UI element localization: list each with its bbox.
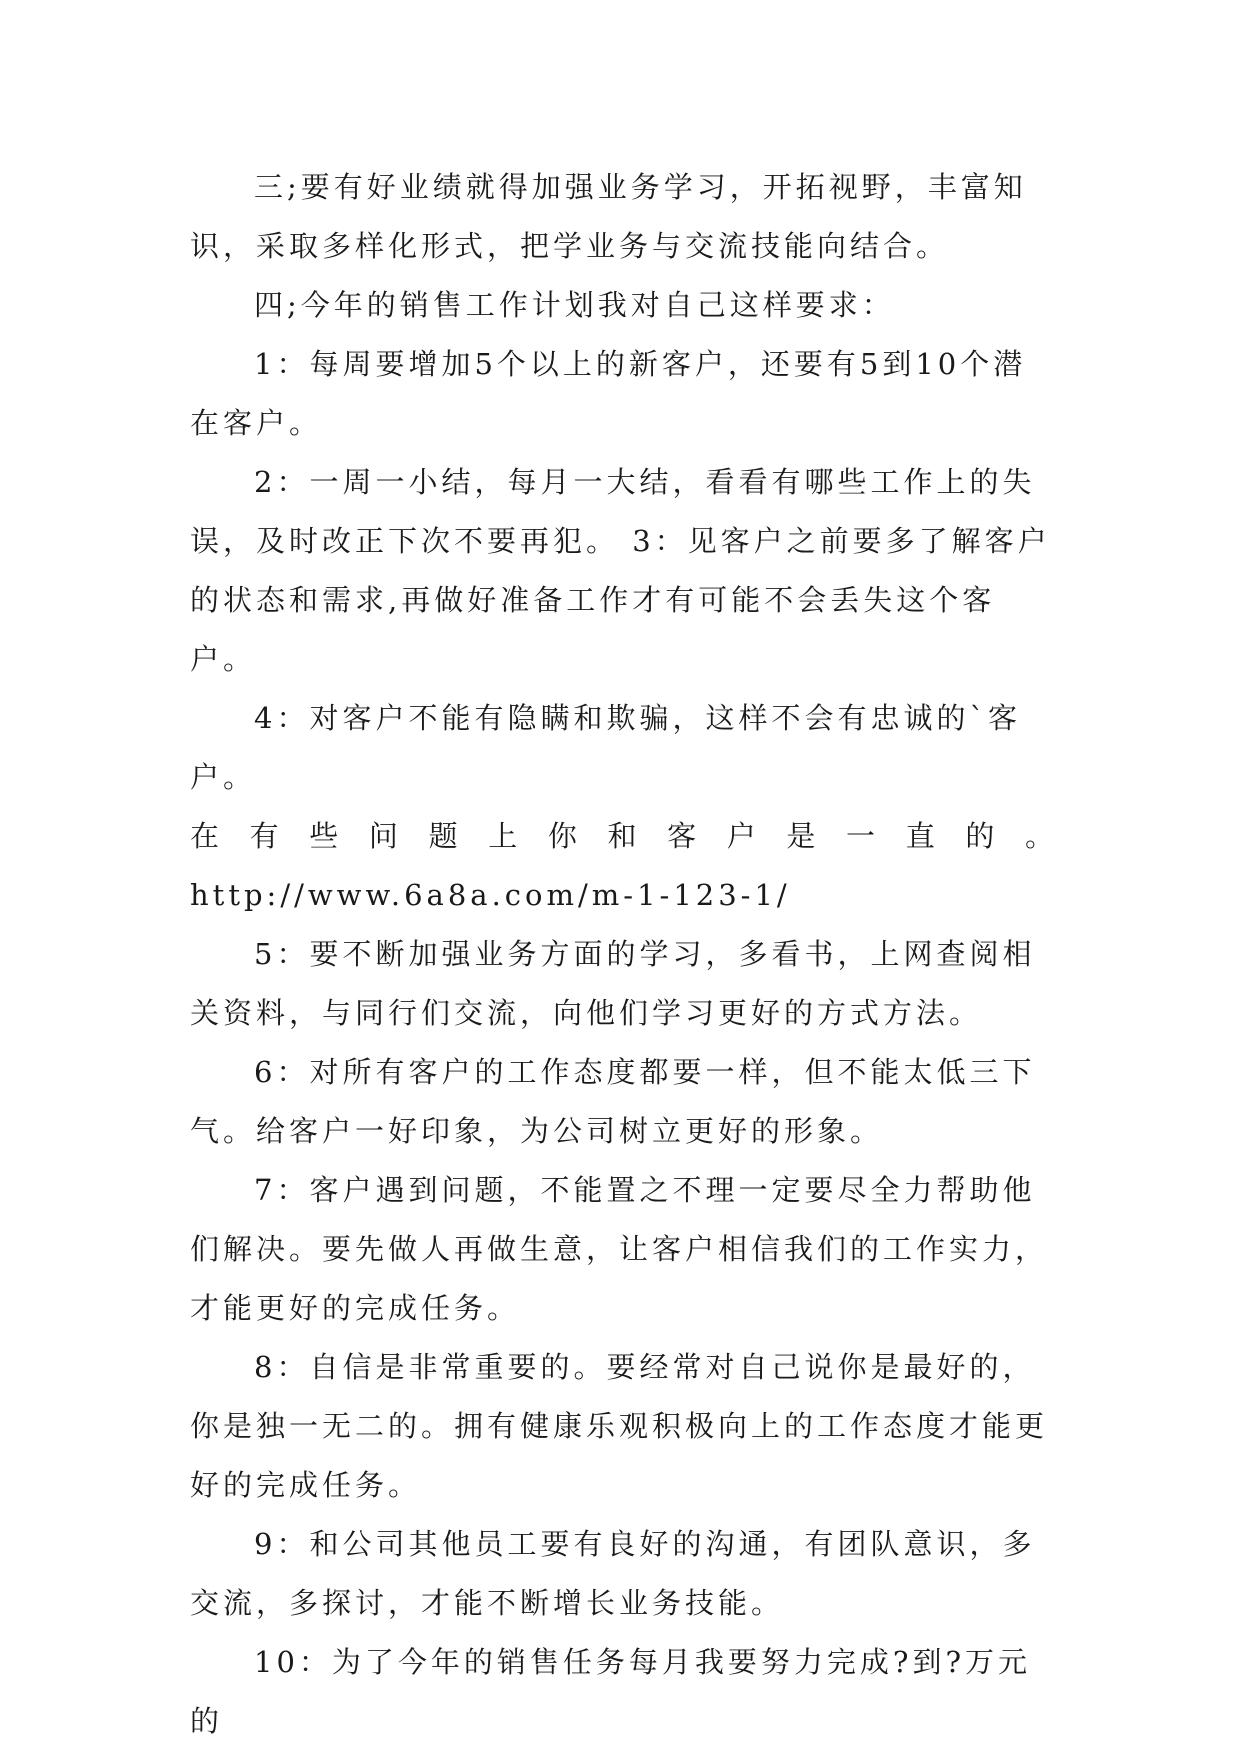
- url-text: http://www.6a8a.com/m-1-123-1/: [190, 878, 791, 912]
- list-item-4: 4：对客户不能有隐瞒和欺骗，这样不会有忠诚的`客户。: [190, 701, 1021, 794]
- list-item-6: 6：对所有客户的工作态度都要一样，但不能太低三下气。给客户一好印象，为公司树立更好的形象。: [190, 1055, 1036, 1148]
- paragraph-3: 三;要有好业绩就得加强业务学习，开拓视野，丰富知识，采取多样化形式，把学业务与交流技能向结合。: [190, 170, 1027, 263]
- list-item-1: 1：每周要增加5个以上的新客户，还要有5到10个潜在客户。: [190, 347, 1027, 440]
- list-item-10: 10：为了今年的销售任务每月我要努力完成?到?万元的: [190, 1645, 1031, 1738]
- list-item-2-3: 2：一周一小结，每月一大结，看看有哪些工作上的失误，及时改正下次不要再犯。 3：见客户之前要多了解客户的状态和需求,再做好准备工作才有可能不会丢失这个客户。: [190, 465, 1051, 676]
- list-item-4-continued: 在有些问题上你和客户是一直的。: [190, 819, 1058, 853]
- list-item-8: 8：自信是非常重要的。要经常对自己说你是最好的，你是独一无二的。拥有健康乐观积极向上的工作态度才能更好的完成任务。: [190, 1350, 1049, 1502]
- document-body: [190, 158, 1058, 1751]
- list-item-7: 7：客户遇到问题，不能置之不理一定要尽全力帮助他们解决。要先做人再做生意，让客户相信我们的工作实力，才能更好的完成任务。: [190, 1173, 1049, 1325]
- paragraph-4: 四;今年的销售工作计划我对自己这样要求：: [254, 288, 895, 322]
- list-item-5: 5：要不断加强业务方面的学习，多看书，上网查阅相关资料，与同行们交流，向他们学习更好的方式方法。: [190, 937, 1036, 1030]
- list-item-9: 9：和公司其他员工要有良好的沟通，有团队意识，多交流，多探讨，才能不断增长业务技能。: [190, 1527, 1036, 1620]
